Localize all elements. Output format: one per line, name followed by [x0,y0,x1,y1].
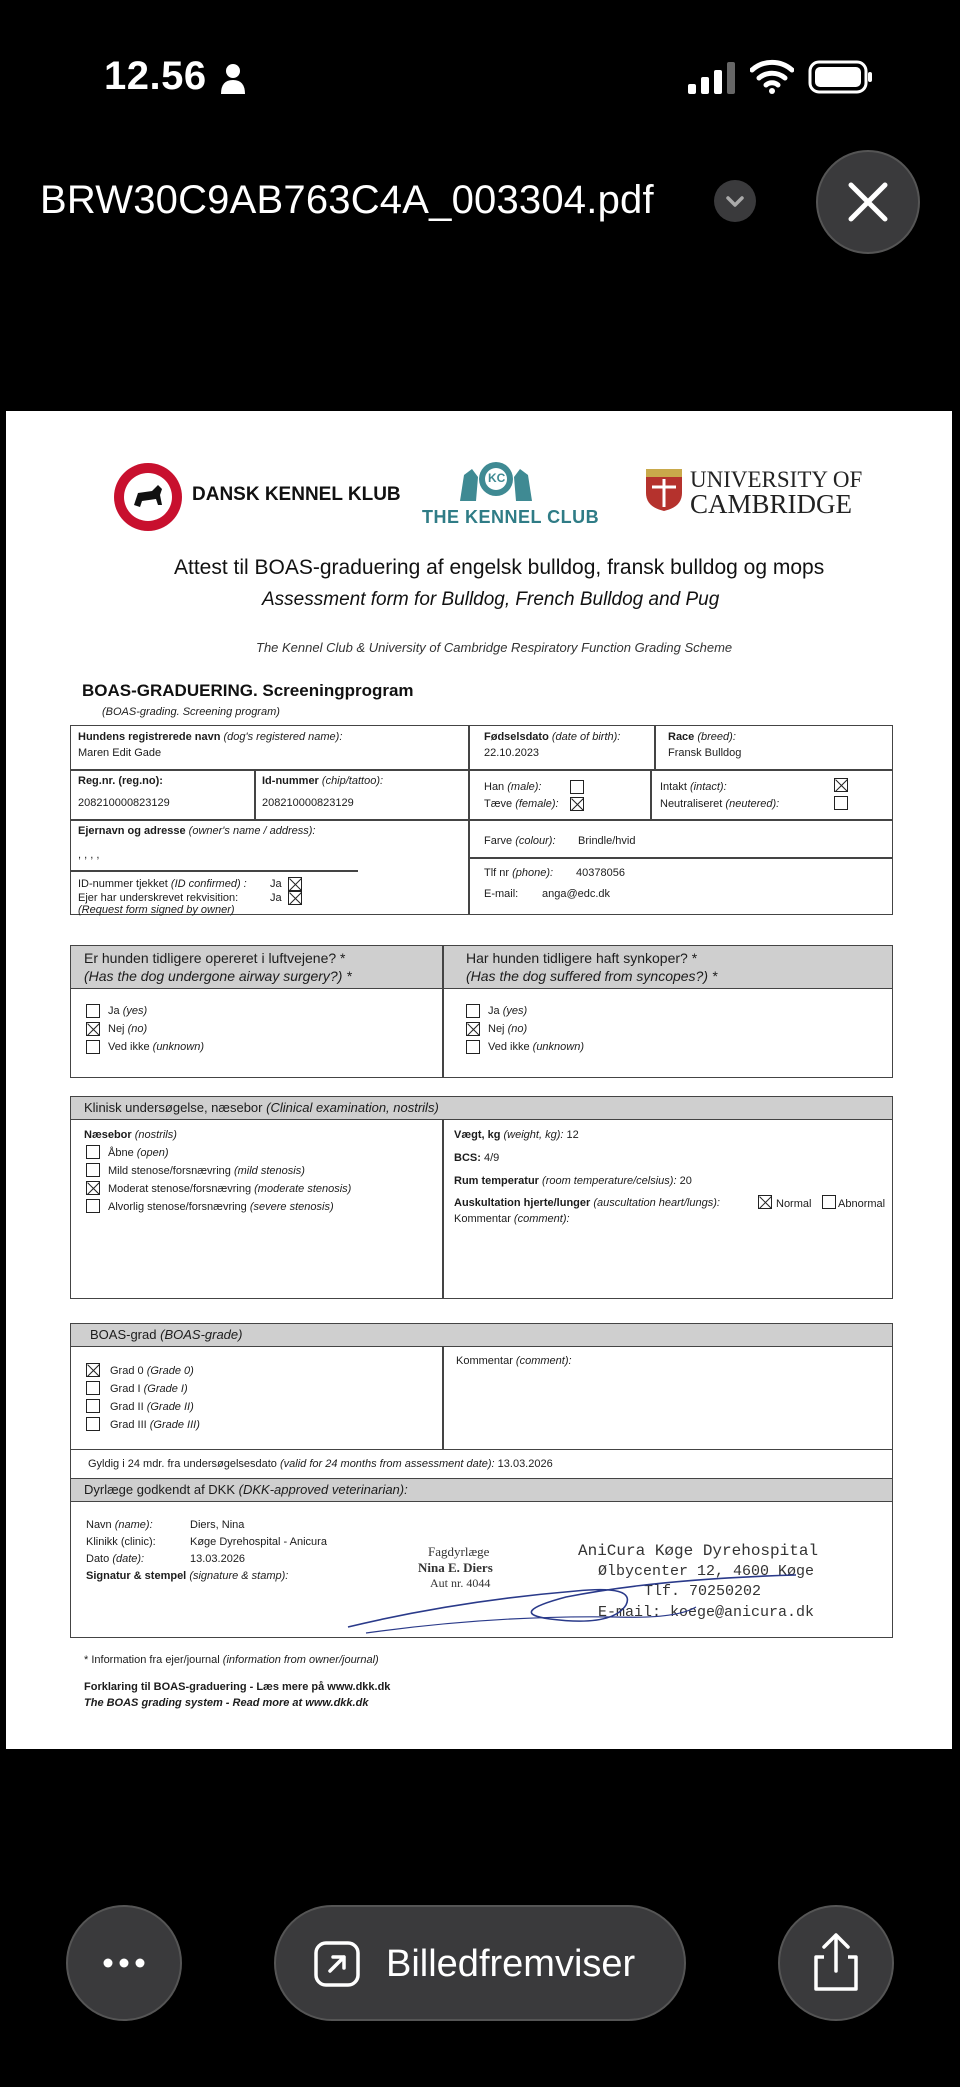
dob-label: Fødselsdato (date of birth): [484,731,621,743]
section-subtitle: (BOAS-grading. Screening program) [102,706,280,718]
form-title-en: Assessment form for Bulldog, French Bulldog and Pug [262,589,720,610]
form-title-da: Attest til BOAS-graduering af engelsk bulldog, fransk bulldog og mops [174,556,825,579]
battery-icon [808,60,874,94]
share-icon [780,1907,892,2019]
surgery-ja-label: Ja (yes) [108,1005,148,1017]
title-menu-button[interactable] [714,180,756,222]
nostrils-severe-label: Alvorlig stenose/forsnævring (severe stenosis) [108,1201,334,1213]
status-bar [0,0,960,160]
kennel-club-logo-text: THE KENNEL CLUB [422,507,600,527]
ausc-normal-checkbox[interactable] [758,1195,772,1209]
cambridge-logo-line1: UNIVERSITY OF [690,467,863,492]
id-confirmed-label: ID-nummer tjekket (ID confirmed) : [78,878,247,890]
syncope-question-en: (Has the dog suffered from syncopes?) * [466,968,718,984]
stamp-line-5: Ølbycenter 12, 4600 Køge [598,1563,815,1580]
clinical-title: Klinisk undersøgelse, næsebor (Clinical examination, nostrils) [84,1100,439,1115]
vet-date-value[interactable]: 13.03.2026 [190,1553,246,1565]
clinical-comment-label: Kommentar (comment): [454,1213,570,1225]
colour-label: Farve (colour): [484,835,556,847]
ausc-label: Auskultation hjerte/lunger (auscultation heart/lungs): [454,1197,720,1209]
dkk-logo-text: DANSK KENNEL KLUB [192,484,401,505]
footnote: * Information fra ejer/journal (information from owner/journal) [84,1654,379,1666]
grade-0-checkbox[interactable] [86,1363,100,1377]
validity-date: 13.03.2026 [497,1458,553,1470]
grade-1-checkbox[interactable] [86,1381,100,1395]
kennel-club-badge: KC [488,471,506,485]
breed-label: Race (breed): [668,731,736,743]
grade-title: BOAS-grad (BOAS-grade) [90,1327,243,1342]
vet-date-label: Dato (date): [86,1553,145,1565]
syncope-nej-label: Nej (no) [488,1023,528,1035]
neutered-checkbox[interactable] [834,796,848,810]
weight-value[interactable]: 12 [566,1129,579,1141]
close-button[interactable] [816,150,920,254]
syncope-question: Har hunden tidligere haft synkoper? * [466,950,698,966]
more-button[interactable] [66,1905,182,2021]
male-label: Han (male): [484,781,542,793]
grade-2-checkbox[interactable] [86,1399,100,1413]
nostrils-moderate-label: Moderat stenose/forsnævring (moderate stenosis) [108,1183,352,1195]
regnr-label: Reg.nr. (reg.no): [78,775,163,787]
pdf-page[interactable] [6,411,952,1749]
grade-0-label: Grad 0 (Grade 0) [110,1365,194,1377]
stamp-line-1: Fagdyrlæge [428,1544,490,1559]
syncope-unknown-checkbox[interactable] [466,1040,480,1054]
temp-label: Rum temperatur (room temperature/celsius): 20 [454,1175,692,1187]
surgery-nej-checkbox[interactable] [86,1022,100,1036]
surgery-unknown-label: Ved ikke (unknown) [108,1041,205,1053]
bcs-value[interactable]: 4/9 [483,1152,500,1164]
grade-3-checkbox[interactable] [86,1417,100,1431]
stamp-line-2: Nina E. Diers [418,1560,493,1575]
nostrils-label: Næsebor (nostrils) [84,1129,177,1141]
bcs-label: BCS: 4/9 [454,1152,500,1164]
id-confirmed-ja: Ja [270,878,282,890]
signature-scribble [336,1561,806,1641]
ausc-normal-label: Normal [776,1198,812,1210]
grade-1-label: Grad I (Grade I) [110,1383,188,1395]
cambridge-logo-line2: CAMBRIDGE [690,489,853,519]
intact-label: Intakt (intact): [660,781,727,793]
nostrils-mild-label: Mild stenose/forsnævring (mild stenosis) [108,1165,305,1177]
surgery-question: Er hunden tidligere opereret i luftvejene? * [84,950,346,966]
dob-value[interactable]: 22.10.2023 [484,747,540,759]
email-value[interactable]: anga@edc.dk [542,888,611,900]
vet-name-label: Navn (name): [86,1519,153,1531]
signal-icon [688,62,736,94]
id-confirmed-checkbox[interactable] [288,877,302,891]
scheme-text: The Kennel Club & University of Cambridge Respiratory Function Grading Scheme [256,640,733,655]
stamp-line-3: Aut nr. 4044 [430,1576,491,1590]
close-icon [818,152,918,252]
female-checkbox[interactable] [570,797,584,811]
owner-signed-checkbox[interactable] [288,891,302,905]
breed-value[interactable]: Fransk Bulldog [668,747,742,759]
image-viewer-button[interactable] [274,1905,686,2021]
share-button[interactable] [778,1905,894,2021]
nostrils-severe-checkbox[interactable] [86,1199,100,1213]
neutered-label: Neutraliseret (neutered): [660,798,780,810]
stamp-line-4: AniCura Køge Dyrehospital [578,1542,819,1560]
chevron-down-icon [714,180,756,222]
more-icon [68,1907,180,2019]
stamp-line-7: E-mail: koege@anicura.dk [598,1604,815,1621]
temp-value[interactable]: 20 [679,1175,692,1187]
ausc-abnormal-label: Abnormal [838,1198,886,1210]
grade-comment-label: Kommentar (comment): [456,1355,572,1367]
wifi-icon [750,58,794,94]
nostrils-open-checkbox[interactable] [86,1145,100,1159]
dog-name-value[interactable]: Maren Edit Gade [78,747,162,759]
intact-checkbox[interactable] [834,778,848,792]
id-label: Id-nummer (chip/tattoo): [262,775,384,787]
female-label: Tæve (female): [484,798,559,810]
syncope-unknown-label: Ved ikke (unknown) [488,1041,585,1053]
surgery-nej-label: Nej (no) [108,1023,148,1035]
syncope-nej-checkbox[interactable] [466,1022,480,1036]
section-title: BOAS-GRADUERING. Screeningprogram [82,681,414,700]
open-external-icon [312,1939,362,1989]
id-value[interactable]: 208210000823129 [262,797,354,809]
owner-label: Ejernavn og adresse (owner's name / address): [78,825,316,837]
vet-name-value[interactable]: Diers, Nina [190,1519,245,1531]
grade-3-label: Grad III (Grade III) [110,1419,200,1431]
vet-clinic-value[interactable]: Køge Dyrehospital - Anicura [190,1536,327,1548]
email-label: E-mail: [484,888,519,900]
vet-clinic-label: Klinikk (clinic): [86,1536,156,1548]
syncope-ja-label: Ja (yes) [488,1005,528,1017]
stamp-line-6: Tlf. 70250202 [644,1583,762,1600]
owner-signed-label-en: (Request form signed by owner) [78,904,235,916]
history-box [70,988,893,1078]
ausc-abnormal-checkbox[interactable] [822,1195,836,1209]
validity-text: Gyldig i 24 mdr. fra undersøgelsesdato (valid for 24 months from assessment date): 13.03.2026 [88,1458,553,1470]
nostrils-mild-checkbox[interactable] [86,1163,100,1177]
phone-value[interactable]: 40378056 [576,867,625,879]
grade-2-label: Grad II (Grade II) [110,1401,194,1413]
owner-signed-label: Ejer har underskrevet rekvisition: [78,892,239,904]
cambridge-crest-icon [644,467,684,513]
owner-value[interactable]: , , , , [78,849,100,861]
vet-title: Dyrlæge godkendt af DKK (DKK-approved veterinarian): [84,1482,408,1497]
surgery-question-en: (Has the dog undergone airway surgery?) * [84,968,352,984]
surgery-unknown-checkbox[interactable] [86,1040,100,1054]
explain-en: The BOAS grading system - Read more at www.dkk.dk [84,1697,369,1709]
explain-da: Forklaring til BOAS-graduering - Læs mere på www.dkk.dk [84,1681,391,1693]
syncope-ja-checkbox[interactable] [466,1004,480,1018]
vet-signature-label: Signatur & stempel (signature & stamp): [86,1570,289,1582]
document-title[interactable]: BRW30C9AB763C4A_003304.pdf [40,178,654,222]
weight-label: Vægt, kg (weight, kg): 12 [454,1129,579,1141]
surgery-ja-checkbox[interactable] [86,1004,100,1018]
owner-signed-ja: Ja [270,892,282,904]
nostrils-open-label: Åbne (open) [108,1147,169,1159]
dkk-logo-icon [112,461,184,533]
dog-name-label: Hundens registrerede navn (dog's registered name): [78,731,343,743]
status-time: 12.56 [104,54,207,98]
phone-label: Tlf nr (phone): [484,867,554,879]
male-checkbox[interactable] [570,780,584,794]
nostrils-moderate-checkbox[interactable] [86,1181,100,1195]
image-viewer-label: Billedfremviser [386,1943,636,1985]
person-icon [220,62,246,94]
regnr-value[interactable]: 208210000823129 [78,797,170,809]
colour-value[interactable]: Brindle/hvid [578,835,636,847]
